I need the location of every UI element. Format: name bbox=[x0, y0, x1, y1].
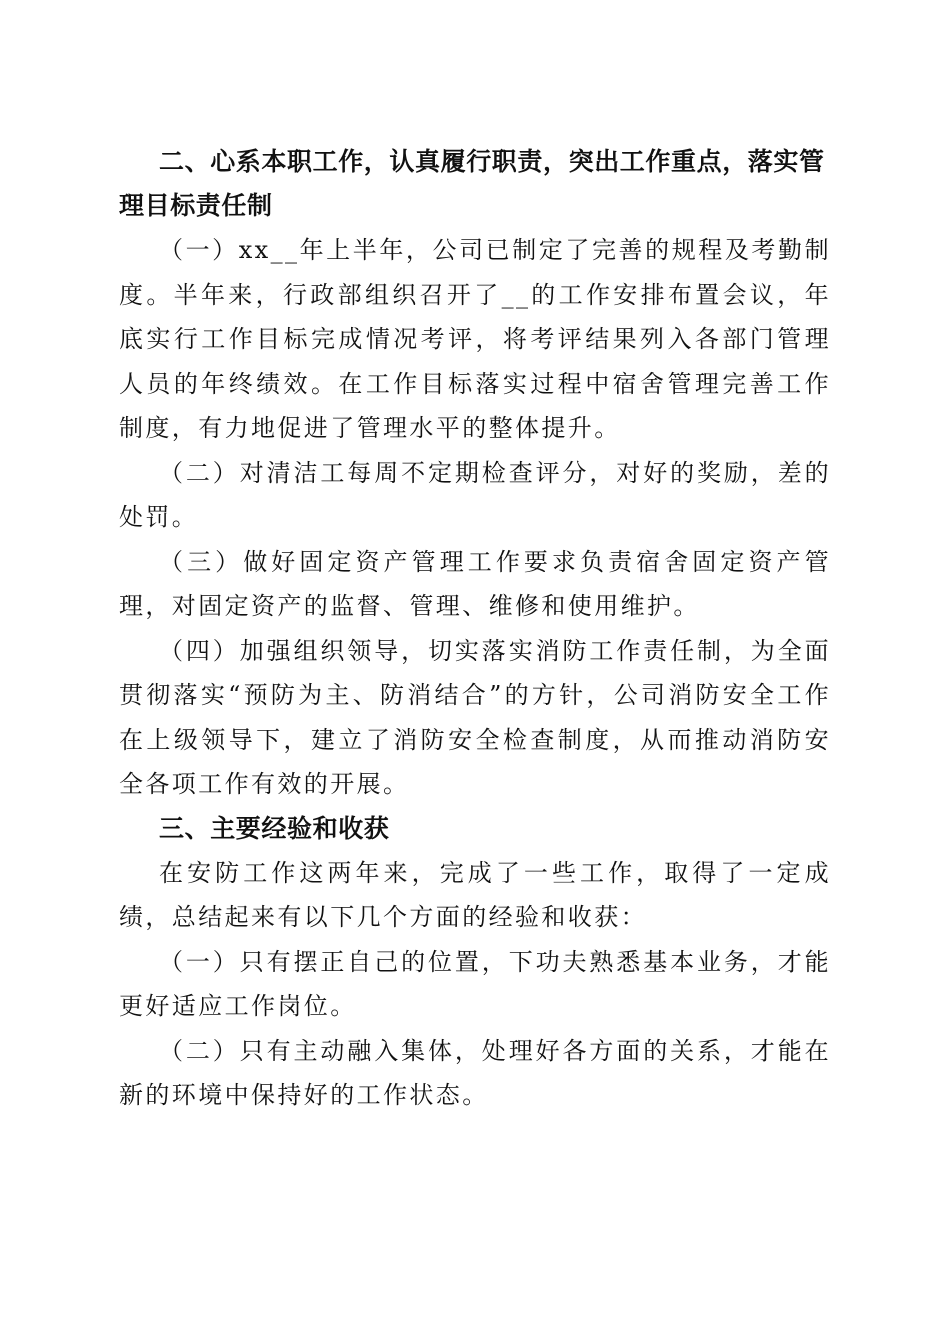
section-3-paragraph-2: （一）只有摆正自己的位置，下功夫熟悉基本业务，才能更好适应工作岗位。 bbox=[119, 947, 831, 1020]
section-2-paragraph-3: （三）做好固定资产管理工作要求负责宿舍固定资产管理，对固定资产的监督、管理、维修和使用维护。 bbox=[119, 547, 831, 620]
section-2-heading: 二、心系本职工作，认真履行职责，突出工作重点，落实管理目标责任制 bbox=[119, 147, 825, 220]
document-body bbox=[119, 140, 831, 1118]
section-3-paragraph-3: （二）只有主动融入集体，处理好各方面的关系，才能在新的环境中保持好的工作状态。 bbox=[119, 1036, 831, 1109]
section-2-paragraph-4: （四）加强组织领导，切实落实消防工作责任制，为全面贯彻落实“预防为主、防消结合”的方针，公司消防安全工作在上级领导下，建立了消防安全检查制度，从而推动消防安全各项工作有效的开展。 bbox=[119, 636, 831, 798]
section-2-paragraph-2: （二）对清洁工每周不定期检查评分，对好的奖励，差的处罚。 bbox=[119, 458, 831, 531]
section-3-paragraph-1: 在安防工作这两年来，完成了一些工作，取得了一定成绩，总结起来有以下几个方面的经验和收获： bbox=[119, 858, 831, 931]
section-2-paragraph-1: （一）xx__年上半年，公司已制定了完善的规程及考勤制度。半年来，行政部组织召开了__的工作安排布置会议，年底实行工作目标完成情况考评，将考评结果列入各部门管理人员的年终绩效。在工作目标落实过程中宿舍管理完善工作制度，有力地促进了管理水平的整体提升。 bbox=[119, 236, 831, 442]
section-3-heading: 三、主要经验和收获 bbox=[159, 813, 390, 843]
